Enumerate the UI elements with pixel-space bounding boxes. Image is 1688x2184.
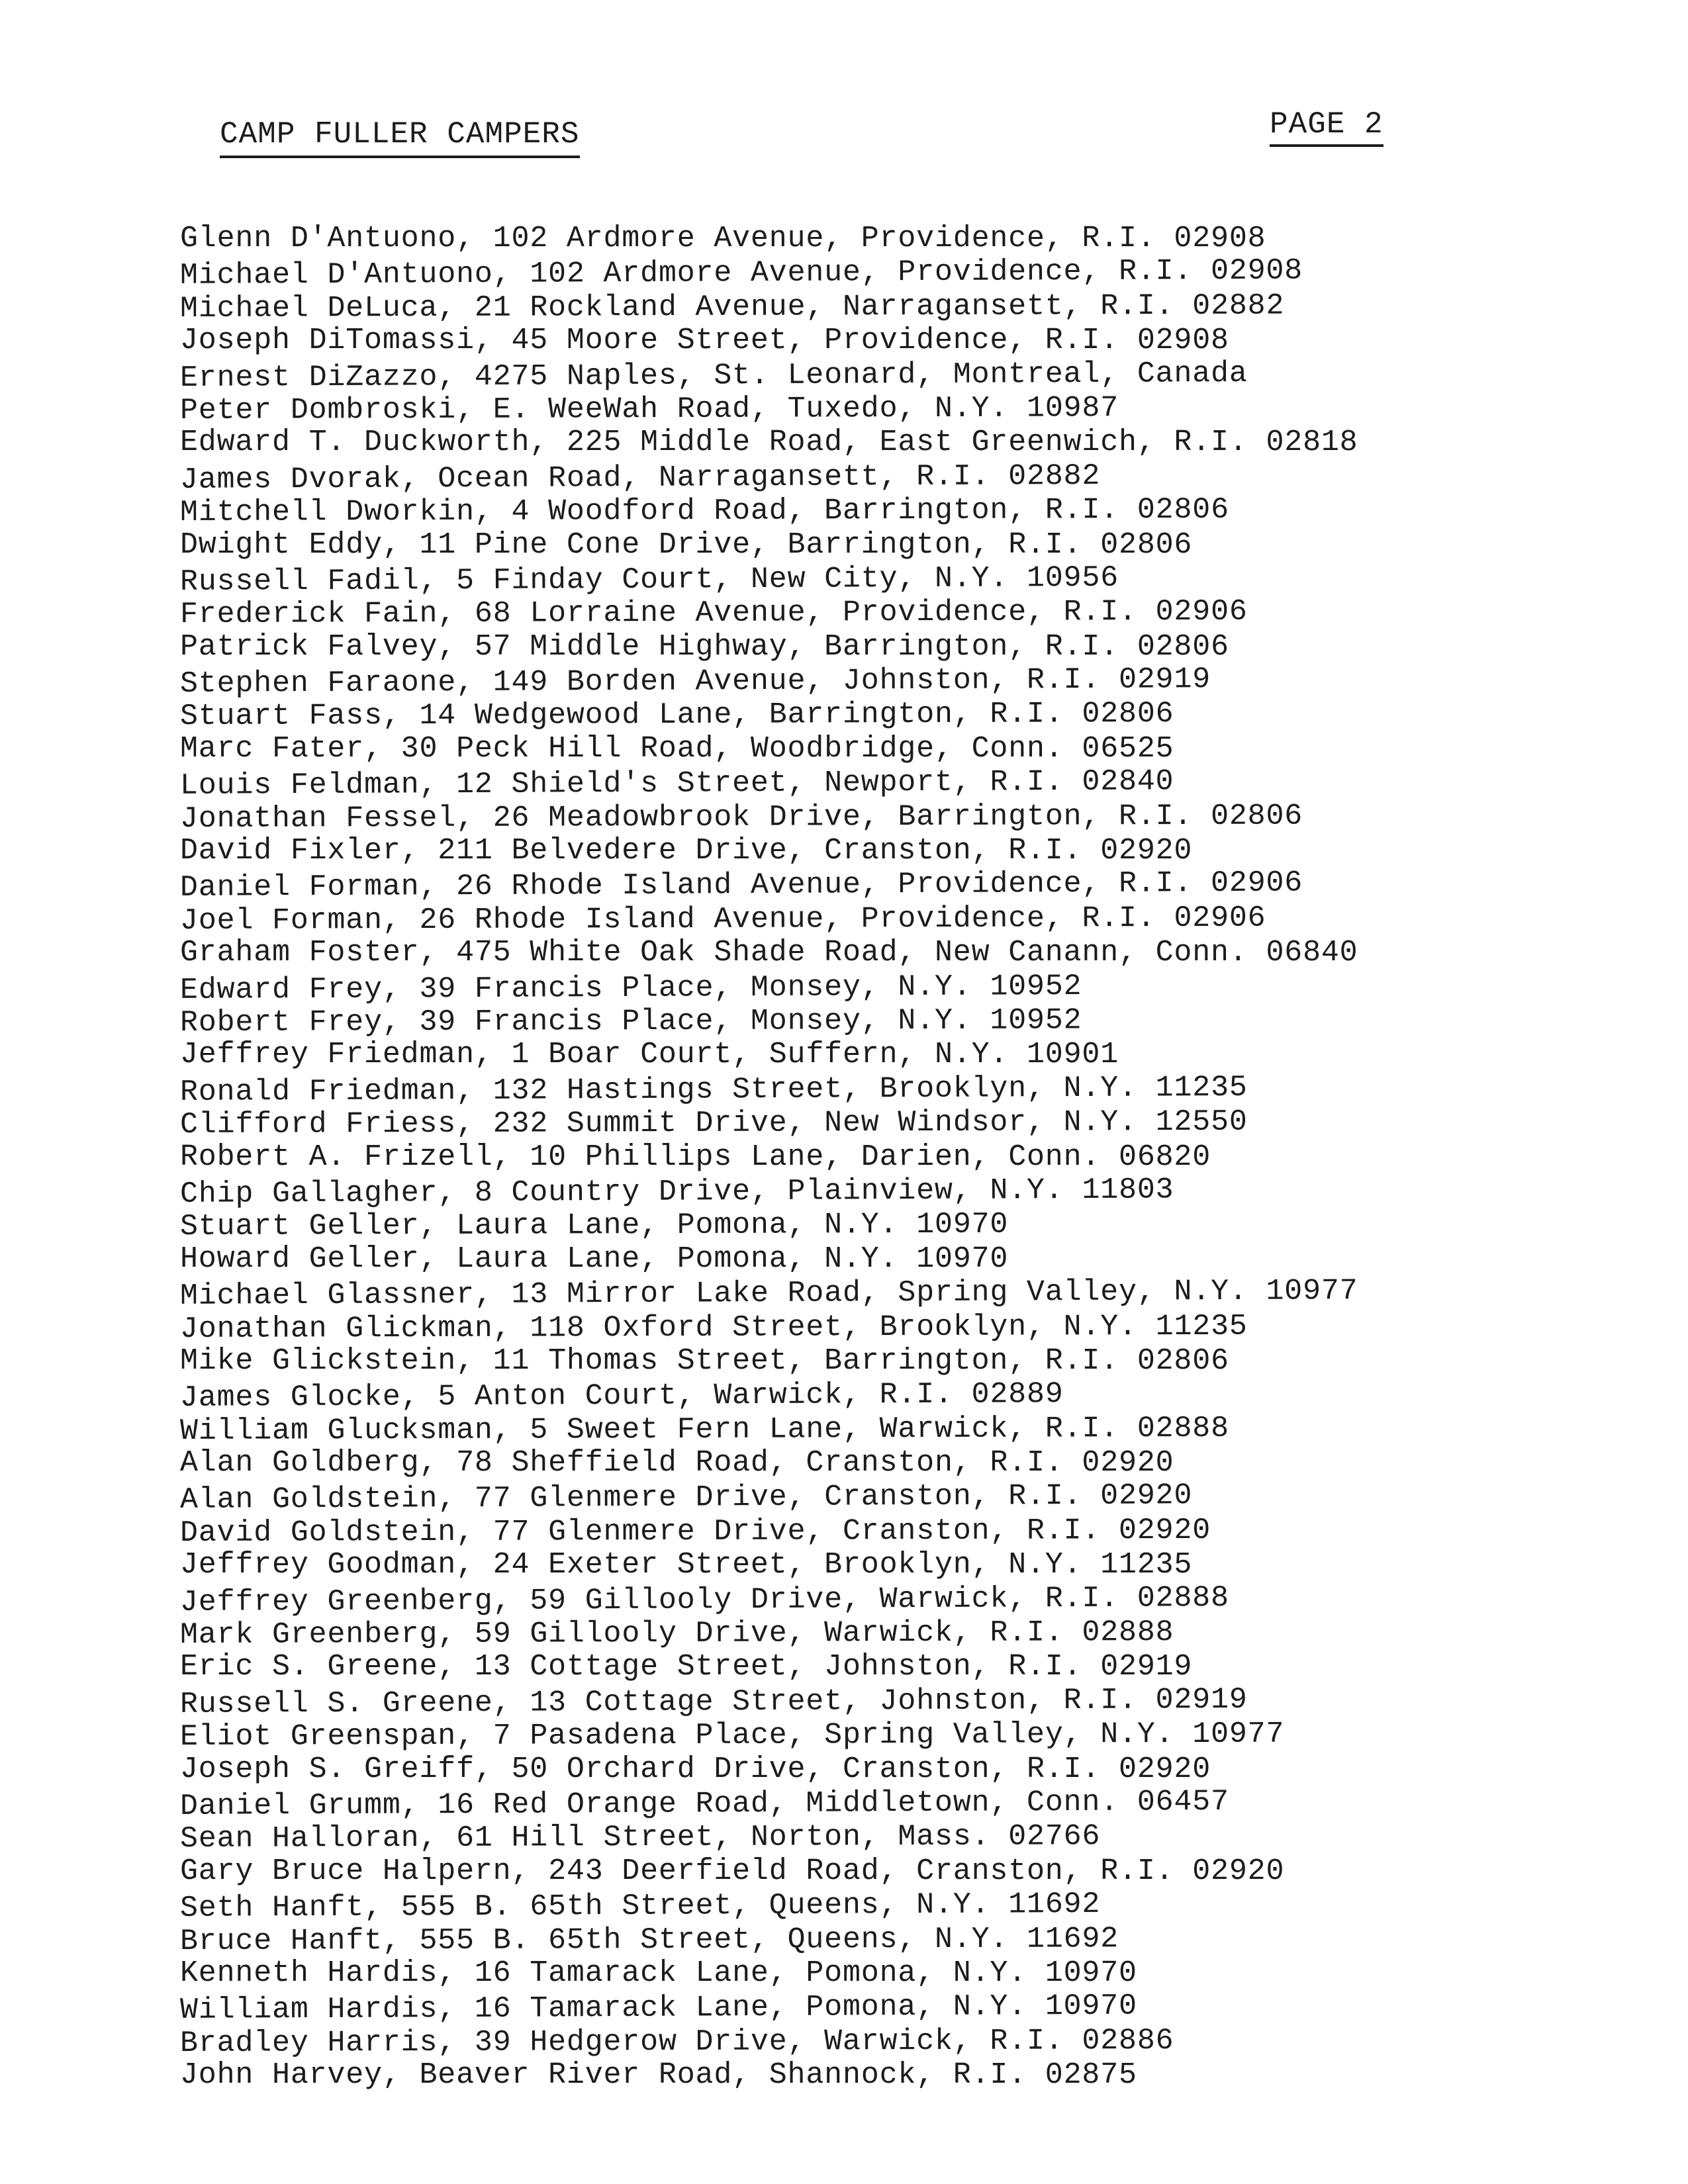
camper-entry: Chip Gallagher, 8 Country Drive, Plainview, N.Y. 11803 bbox=[179, 1173, 1174, 1211]
document-title: CAMP FULLER CAMPERS bbox=[220, 116, 580, 158]
camper-entry: Glenn D'Antuono, 102 Ardmore Avenue, Providence, R.I. 02908 bbox=[180, 222, 1266, 255]
camper-entry: William Glucksman, 5 Sweet Fern Lane, Warwick, R.I. 02888 bbox=[179, 1411, 1229, 1448]
camper-entry: Robert A. Frizell, 10 Phillips Lane, Darien, Conn. 06820 bbox=[180, 1140, 1211, 1174]
camper-entry: David Fixler, 211 Belvedere Drive, Cranston, R.I. 02920 bbox=[180, 834, 1193, 868]
camper-entry: Alan Goldstein, 77 Glenmere Drive, Cranston, R.I. 02920 bbox=[179, 1479, 1193, 1518]
camper-entry: Jonathan Fessel, 26 Meadowbrook Drive, Barrington, R.I. 02806 bbox=[179, 799, 1303, 836]
camper-entry: Ronald Friedman, 132 Hastings Street, Brooklyn, N.Y. 11235 bbox=[179, 1070, 1248, 1109]
camper-entry: Edward Frey, 39 Francis Place, Monsey, N.Y. 10952 bbox=[179, 969, 1082, 1007]
camper-entry: John Harvey, Beaver River Road, Shannock, R.I. 02875 bbox=[180, 2058, 1137, 2093]
camper-entry: Peter Dombroski, E. WeeWah Road, Tuxedo, N.Y. 10987 bbox=[179, 391, 1119, 428]
camper-entry: Joel Forman, 26 Rhode Island Avenue, Providence, R.I. 02906 bbox=[179, 901, 1266, 938]
camper-entry: William Hardis, 16 Tamarack Lane, Pomona, N.Y. 10970 bbox=[179, 1989, 1137, 2028]
camper-entry: Michael DeLuca, 21 Rockland Avenue, Narragansett, R.I. 02882 bbox=[179, 289, 1285, 326]
camper-entry: Jeffrey Greenberg, 59 Gillooly Drive, Warwick, R.I. 02888 bbox=[179, 1580, 1229, 1619]
camper-entry: Stephen Faraone, 149 Borden Avenue, Johnston, R.I. 02919 bbox=[179, 662, 1211, 701]
camper-entry: Edward T. Duckworth, 225 Middle Road, East Greenwich, R.I. 02818 bbox=[180, 426, 1358, 460]
camper-entry: Stuart Fass, 14 Wedgewood Lane, Barrington, R.I. 02806 bbox=[179, 697, 1174, 734]
camper-list bbox=[180, 222, 1669, 2092]
camper-entry: Russell S. Greene, 13 Cottage Street, Johnston, R.I. 02919 bbox=[179, 1682, 1248, 1721]
camper-entry: James Dvorak, Ocean Road, Narragansett, R.I. 02882 bbox=[179, 459, 1101, 497]
camper-entry: Bradley Harris, 39 Hedgerow Drive, Warwick, R.I. 02886 bbox=[179, 2023, 1174, 2060]
camper-entry: Gary Bruce Halpern, 243 Deerfield Road, Cranston, R.I. 02920 bbox=[180, 1854, 1285, 1888]
camper-entry: Eliot Greenspan, 7 Pasadena Place, Spring Valley, N.Y. 10977 bbox=[179, 1717, 1285, 1754]
camper-entry: Joseph S. Greiff, 50 Orchard Drive, Cranston, R.I. 02920 bbox=[180, 1752, 1211, 1786]
camper-entry: Michael Glassner, 13 Mirror Lake Road, Spring Valley, N.Y. 10977 bbox=[179, 1274, 1358, 1314]
camper-entry: Sean Halloran, 61 Hill Street, Norton, Mass. 02766 bbox=[179, 1819, 1101, 1856]
camper-entry: Kenneth Hardis, 16 Tamarack Lane, Pomona, N.Y. 10970 bbox=[180, 1956, 1137, 1990]
camper-entry: Howard Geller, Laura Lane, Pomona, N.Y. 10970 bbox=[180, 1242, 1009, 1276]
camper-entry: Ernest DiZazzo, 4275 Naples, St. Leonard, Montreal, Canada bbox=[179, 356, 1248, 395]
camper-entry: Eric S. Greene, 13 Cottage Street, Johnston, R.I. 02919 bbox=[180, 1650, 1193, 1684]
camper-entry: Frederick Fain, 68 Lorraine Avenue, Providence, R.I. 02906 bbox=[179, 595, 1248, 632]
camper-entry: Jeffrey Goodman, 24 Exeter Street, Brooklyn, N.Y. 11235 bbox=[180, 1548, 1193, 1582]
camper-entry: Michael D'Antuono, 102 Ardmore Avenue, Providence, R.I. 02908 bbox=[179, 253, 1303, 293]
camper-entry: Daniel Forman, 26 Rhode Island Avenue, Providence, R.I. 02906 bbox=[179, 866, 1303, 905]
camper-entry: Jeffrey Friedman, 1 Boar Court, Suffern, N.Y. 10901 bbox=[180, 1038, 1119, 1072]
camper-entry: Mitchell Dworkin, 4 Woodford Road, Barrington, R.I. 02806 bbox=[179, 492, 1229, 530]
camper-entry: Seth Hanft, 555 B. 65th Street, Queens, N.Y. 11692 bbox=[179, 1887, 1101, 1926]
camper-entry: Bruce Hanft, 555 B. 65th Street, Queens, N.Y. 11692 bbox=[179, 1921, 1119, 1958]
camper-entry: Dwight Eddy, 11 Pine Cone Drive, Barrington, R.I. 02806 bbox=[180, 527, 1193, 562]
camper-entry: David Goldstein, 77 Glenmere Drive, Cranston, R.I. 02920 bbox=[179, 1513, 1211, 1550]
page-number: PAGE 2 bbox=[1270, 106, 1383, 147]
camper-entry: Graham Foster, 475 White Oak Shade Road, New Canann, Conn. 06840 bbox=[180, 936, 1358, 970]
camper-entry: Patrick Falvey, 57 Middle Highway, Barrington, R.I. 02806 bbox=[180, 629, 1229, 664]
camper-entry: Joseph DiTomassi, 45 Moore Street, Providence, R.I. 02908 bbox=[180, 324, 1229, 358]
camper-entry: Marc Fater, 30 Peck Hill Road, Woodbridge, Conn. 06525 bbox=[180, 731, 1174, 766]
camper-entry: Robert Frey, 39 Francis Place, Monsey, N.Y. 10952 bbox=[179, 1003, 1082, 1040]
camper-entry: James Glocke, 5 Anton Court, Warwick, R.I. 02889 bbox=[179, 1377, 1064, 1416]
camper-entry: Daniel Grumm, 16 Red Orange Road, Middletown, Conn. 06457 bbox=[179, 1784, 1229, 1823]
camper-entry: Russell Fadil, 5 Finday Court, New City, N.Y. 10956 bbox=[179, 561, 1119, 599]
camper-entry: Jonathan Glickman, 118 Oxford Street, Brooklyn, N.Y. 11235 bbox=[179, 1309, 1248, 1346]
camper-entry: Stuart Geller, Laura Lane, Pomona, N.Y. 10970 bbox=[179, 1207, 1009, 1244]
camper-entry: Mike Glickstein, 11 Thomas Street, Barrington, R.I. 02806 bbox=[180, 1343, 1229, 1378]
camper-entry: Mark Greenberg, 59 Gillooly Drive, Warwick, R.I. 02888 bbox=[179, 1615, 1174, 1652]
camper-entry: Clifford Friess, 232 Summit Drive, New Windsor, N.Y. 12550 bbox=[179, 1105, 1248, 1142]
camper-entry: Louis Feldman, 12 Shield's Street, Newport, R.I. 02840 bbox=[179, 764, 1174, 803]
camper-entry: Alan Goldberg, 78 Sheffield Road, Cranston, R.I. 02920 bbox=[180, 1446, 1174, 1480]
